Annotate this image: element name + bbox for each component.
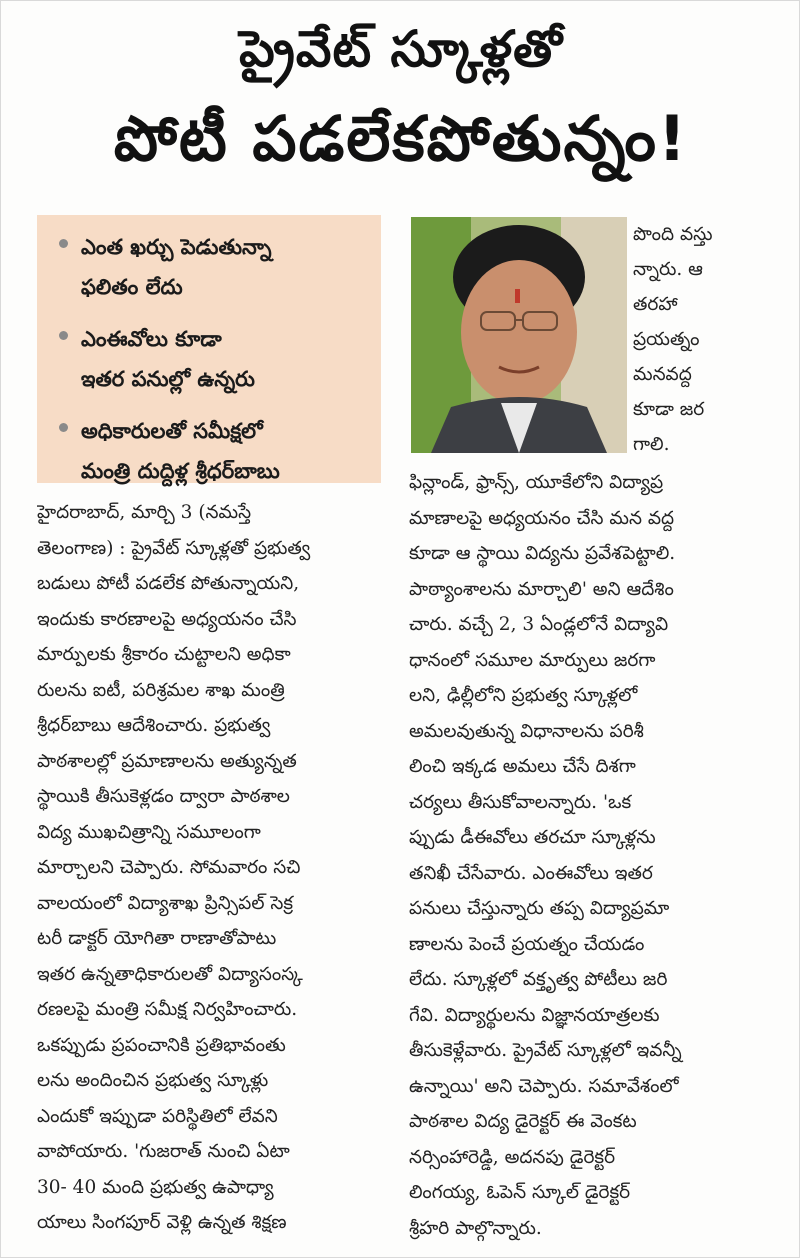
article-line: తీసుకెళ్లేవారు. ప్రైవేట్ స్కూళ్లలో ఇవన్నీ [409,1040,682,1061]
article-line: 30- 40 మంది ప్రభుత్వ ఉపాధ్యా [37,1176,274,1198]
article-line: వాలయంలో విద్యాశాఖ ప్రిన్సిపల్ సెక్ర [37,892,293,914]
article-line: గాలి. [633,434,670,455]
article-line: ధానంలో సమూల మార్పులు జరగా [409,649,656,671]
article-line: కూడా ఆ స్థాయి విద్యను ప్రవేశపెట్టాలి. [409,543,676,564]
article-line: ణాలను పెంచే ప్రయత్నం చేయడం [409,933,645,955]
article-line: శ్రీధర్‌బాబు ఆదేశించారు. ప్రభుత్వ [37,715,271,736]
article-line: లించి ఇక్కడ అమలు చేసే దిశగా [409,756,636,777]
highlight-item [59,319,369,399]
article-line: ఇందుకు కారణాలపై అధ్యయనం చేసి [37,608,297,630]
article-line: టరీ డాక్టర్ యోగితా రాణాతోపాటు [37,928,277,949]
highlight-line: ఎంత ఖర్చు పెడుతున్నా [81,235,272,259]
article-line: చర్యలు తీసుకోవాలన్నారు. 'ఒక [409,791,632,813]
article-line: తెలంగాణ) : ప్రైవేట్ స్కూళ్లతో ప్రభుత్వ [37,537,311,559]
article-line: కూడా జర [633,399,705,420]
article-line: ఫిన్లాండ్, ఫ్రాన్స్, యూకేలోని విద్యాప్ర [409,472,664,493]
article-line: ఒకప్పుడు ప్రపంచానికి ప్రతిభావంతు [37,1034,286,1056]
article-line: న్నారు. ఆ [633,259,703,280]
article-text-left [37,495,383,1241]
text-beside-photo [633,217,783,462]
highlight-item [59,227,369,307]
bullet-icon [59,423,68,432]
article-line: నర్సింహారెడ్డి, అదనపు డైరెక్టర్ [409,1146,616,1168]
article-line: ఉన్నాయి' అని చెప్పారు. సమావేశంలో [409,1075,679,1097]
article-line: బడులు పోటీ పడలేక పోతున్నాయని, [37,573,300,594]
article-line: పాఠశాలల్లో ప్రమాణాలను అత్యున్నత [37,750,297,772]
article-line: యాలు సింగపూర్ వెళ్లి ఉన్నత శిక్షణ [37,1212,287,1233]
highlight-line: అధికారులతో సమీక్షలో [81,419,263,443]
article-line: మాణాలపై అధ్యయనం చేసి మన వద్ద [409,507,675,529]
headline [1,7,800,187]
article-line: తనిఖీ చేసేవారు. ఎంఈవోలు ఇతర [409,862,653,884]
headline-line-2: పోటీ పడలేకపోతున్నం! [113,102,689,175]
article-line: ప్పుడు డీఈవోలు తరచూ స్కూళ్లను [409,827,656,848]
article-line: పాఠశాల విద్య డైరెక్టర్ ఈ వెంకట [409,1111,637,1132]
article-line: శ్రీహరి పాల్గొన్నారు. [409,1217,542,1239]
article-line: లింగయ్య, ఓపెన్ స్కూల్ డైరెక్టర్ [409,1182,631,1203]
article-line: ఇతర ఉన్నతాధికారులతో విద్యాసంస్క [37,963,303,985]
minister-photo [411,217,627,453]
article-line: స్థాయికి తీసుకెళ్లడం ద్వారా పాఠశాల [37,786,290,807]
article-line: చారు. వచ్చే 2, 3 ఏండ్లలోనే విద్యావి [409,614,669,635]
portrait-illustration [411,217,627,453]
bullet-icon [59,239,68,248]
article-line: రణలపై మంత్రి సమీక్ష నిర్వహించారు. [37,999,298,1020]
highlight-line: ఫలితం లేదు [81,275,183,299]
highlight-line: ఇతర పనుల్లో ఉన్నరు [81,367,255,391]
article-text-right [409,465,785,1246]
article-line: హైదరాబాద్, మార్చి 3 (నమస్తే [37,502,252,523]
article-line: మనవద్ద [633,364,692,385]
article-column-right [409,465,785,1246]
article-line: తరహా [633,294,678,315]
article-line: లని, ఢిల్లీలోని ప్రభుత్వ స్కూళ్లలో [409,685,638,706]
highlights-box [37,215,381,483]
article-column-left [37,495,383,1241]
highlight-line: మంత్రి దుద్దిళ్ల శ్రీధర్‌బాబు [81,459,280,483]
article-line: లేదు. స్కూళ్లలో వక్తృత్వ పోటీలు జరి [409,969,668,990]
article-line: మార్పులకు శ్రీకారం చుట్టాలని అధికా [37,644,291,665]
highlight-item [59,411,369,491]
article-line: వాపోయారు. 'గుజరాత్ నుంచి ఏటా [37,1141,290,1162]
article-line: గేవి. విద్యార్థులను విజ్ఞానయాత్రలకు [409,1004,660,1026]
headline-line-1: ప్రైవేట్ స్కూళ్లతో [239,20,563,78]
article-line: రులను ఐటీ, పరిశ్రమల శాఖ మంత్రి [37,679,285,701]
article-line: పొంది వస్తు [633,224,713,245]
highlight-line: ఎంఈవోలు కూడా [81,327,222,351]
article-line: లను అందించిన ప్రభుత్వ స్కూళ్లు [37,1070,269,1091]
article-line: అమలవుతున్న విధానాలను పరిశీ [409,720,644,742]
article-line: విద్య ముఖచిత్రాన్ని సమూలంగా [37,821,261,843]
article-line: ఎందుకో ఇప్పుడా పరిస్థితిలో లేవని [37,1105,278,1127]
bullet-icon [59,331,68,340]
article-line: ప్రయత్నం [633,329,700,350]
article-line: పాఠ్యాంశాలను మార్చాలి' అని ఆదేశిం [409,578,674,600]
article-line: పనులు చేస్తున్నారు తప్ప విద్యాప్రమా [409,898,670,919]
article-line: మార్చాలని చెప్పారు. సోమవారం సచి [37,857,301,878]
